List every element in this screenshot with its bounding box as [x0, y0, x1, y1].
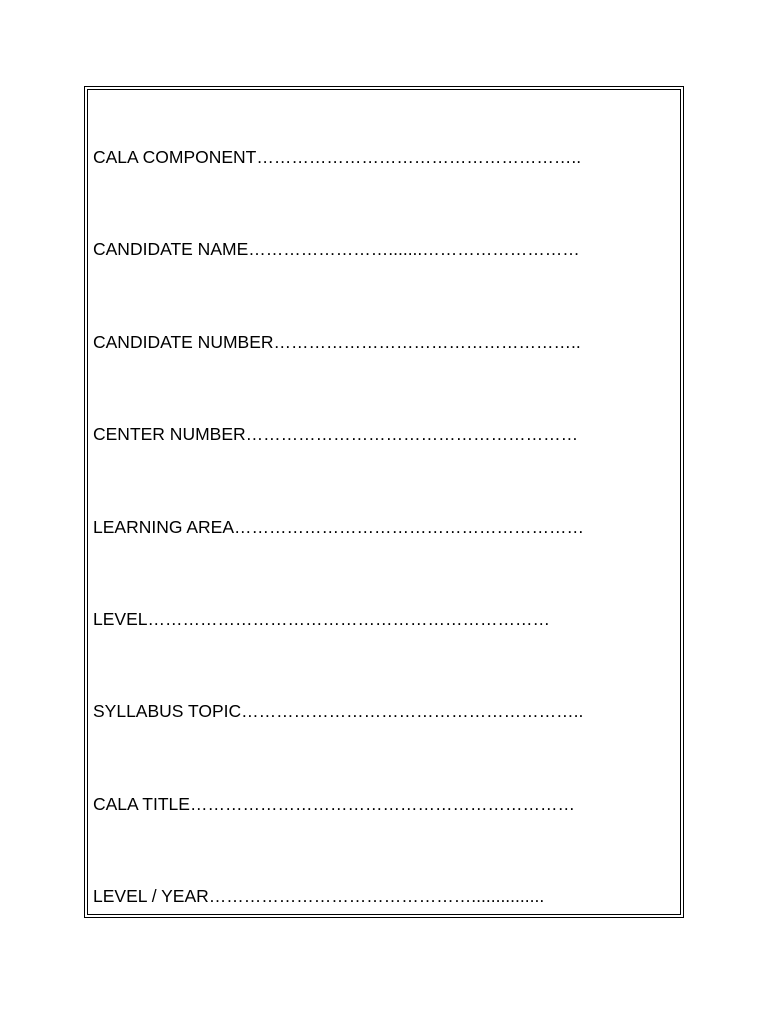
field-label: LEARNING AREA — [93, 517, 235, 537]
field-learning-area — [93, 517, 584, 537]
field-center-number — [93, 424, 578, 444]
field-cala-title — [93, 794, 575, 814]
dotted-leader: …………………….......……………………… — [248, 239, 580, 259]
dotted-leader: ………………………………………………… — [245, 424, 579, 444]
dotted-leader: …………………………………………….. — [273, 332, 581, 352]
field-candidate-name — [93, 239, 580, 259]
field-label: SYLLABUS TOPIC — [93, 701, 242, 721]
field-level-year — [93, 886, 544, 906]
dotted-leader: ……………………………………………….. — [256, 147, 582, 167]
dotted-leader: ………………………………………………….. — [241, 701, 584, 721]
inner-border — [87, 89, 681, 915]
field-level — [93, 609, 550, 629]
dotted-leader: …………………………………………………………… — [147, 609, 550, 629]
dotted-leader: ………………………………………………………… — [189, 794, 575, 814]
field-label: LEVEL / YEAR — [93, 886, 209, 906]
field-label: CENTER NUMBER — [93, 424, 246, 444]
field-label: CALA TITLE — [93, 794, 190, 814]
field-label: LEVEL — [93, 609, 148, 629]
field-cala-component — [93, 147, 581, 167]
field-label: CALA COMPONENT — [93, 147, 257, 167]
field-label: CANDIDATE NUMBER — [93, 332, 274, 352]
field-syllabus-topic — [93, 701, 583, 721]
dotted-leader: …………………………………………………… — [234, 517, 585, 537]
field-candidate-number — [93, 332, 581, 352]
field-label: CANDIDATE NAME — [93, 239, 249, 259]
dotted-leader: ………………………………………............... — [208, 886, 545, 906]
